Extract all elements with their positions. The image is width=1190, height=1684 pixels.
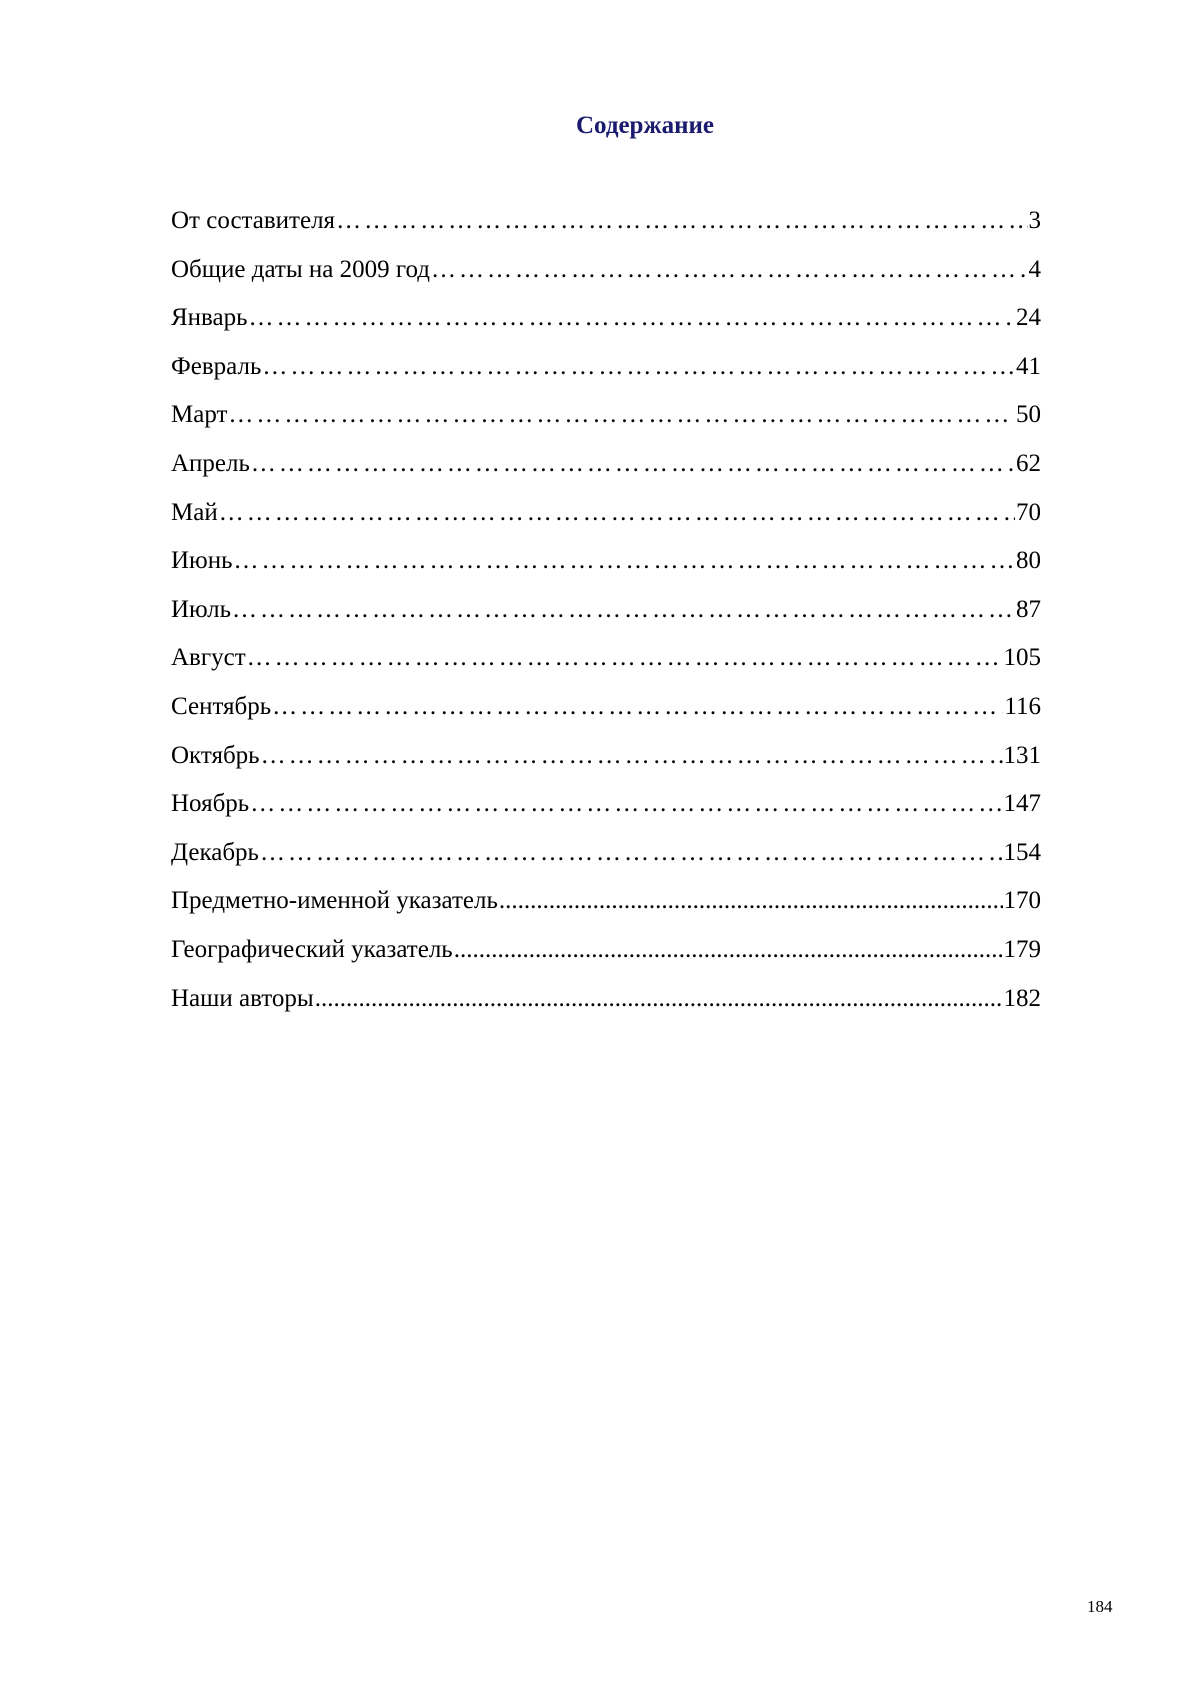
- toc-entry-page: 24: [1016, 304, 1041, 332]
- toc-entry: [171, 643, 1041, 692]
- toc-entry: [171, 255, 1041, 304]
- toc-entry-label: Октябрь: [171, 741, 260, 769]
- dot-leader: [247, 643, 1003, 673]
- toc-entry-page: 70: [1016, 498, 1041, 526]
- toc-entry-label: Август: [171, 644, 246, 672]
- toc-entry-label: Июнь: [171, 547, 233, 575]
- dot-leader: [315, 984, 1003, 1014]
- toc-entry-page: 3: [1028, 207, 1041, 234]
- toc-entry-label: От составителя: [171, 207, 336, 234]
- toc-entry: [171, 838, 1041, 887]
- toc-entry: [171, 984, 1041, 1033]
- toc-entry-page: 179: [1003, 935, 1041, 963]
- dot-leader: [250, 789, 1002, 819]
- toc-entry: [171, 352, 1041, 401]
- dot-leader: [251, 449, 1015, 479]
- toc-entry: [171, 789, 1041, 838]
- toc-entry-page: 4: [1028, 255, 1041, 283]
- toc-entry-page: 170: [1003, 887, 1041, 915]
- toc-entry-label: Май: [171, 498, 218, 526]
- dot-leader: [228, 400, 1015, 430]
- toc-entry: [171, 206, 1041, 255]
- toc-entry: [171, 595, 1041, 644]
- page-title: Содержание: [575, 112, 714, 139]
- toc-entry-label: Декабрь: [171, 838, 259, 866]
- dot-leader: [232, 595, 1015, 625]
- toc-entry-label: Ноябрь: [171, 790, 250, 818]
- dot-leader: [234, 546, 1015, 576]
- toc-entry-label: Наши авторы: [171, 984, 314, 1012]
- toc-entry-page: 41: [1016, 352, 1041, 380]
- dot-leader: [272, 692, 1003, 722]
- toc-entry: [171, 400, 1041, 449]
- toc-entry: [171, 886, 1041, 935]
- toc-entry-page: 50: [1016, 401, 1041, 429]
- toc-entry: [171, 303, 1041, 352]
- toc-entry-label: Июль: [171, 595, 231, 623]
- toc-entry-label: Январь: [171, 304, 248, 332]
- toc-entry-page: 80: [1016, 547, 1041, 575]
- page-number: 184: [1087, 1597, 1113, 1616]
- toc-entry-label: Март: [171, 401, 228, 429]
- dot-leader: [261, 741, 1003, 771]
- toc-entry: [171, 498, 1041, 547]
- toc-entry-page: 131: [1003, 741, 1041, 769]
- dot-leader: [249, 303, 1015, 333]
- toc-entry-page: 116: [1004, 692, 1041, 720]
- dot-leader: [219, 498, 1015, 528]
- toc-entry-label: Общие даты на 2009 год: [171, 255, 430, 283]
- toc-entry: [171, 935, 1041, 984]
- toc-entry-page: 182: [1003, 984, 1041, 1012]
- toc-entry-page: 154: [1003, 838, 1041, 866]
- toc-entry-label: Апрель: [171, 449, 250, 477]
- toc-entry-label: Февраль: [171, 352, 262, 380]
- toc-entry: [171, 741, 1041, 790]
- dot-leader: [260, 838, 1003, 868]
- dot-leader: [336, 206, 1027, 236]
- dot-leader: [431, 255, 1028, 285]
- toc-entry-page: 105: [1003, 644, 1041, 672]
- toc-entry: [171, 449, 1041, 498]
- toc-entry-page: 87: [1016, 595, 1041, 623]
- toc-entry-label: Географический указатель: [171, 935, 453, 963]
- toc-entry-page: 62: [1016, 449, 1041, 477]
- dot-leader: [262, 352, 1015, 382]
- toc-entry-label: Сентябрь: [171, 692, 272, 720]
- table-of-contents: [171, 206, 1041, 1032]
- toc-entry-page: 147: [1003, 790, 1041, 818]
- dot-leader: [454, 935, 1003, 965]
- toc-entry: [171, 692, 1041, 741]
- toc-entry: [171, 546, 1041, 595]
- dot-leader: [499, 886, 1003, 916]
- toc-entry-label: Предметно-именной указатель: [171, 887, 498, 915]
